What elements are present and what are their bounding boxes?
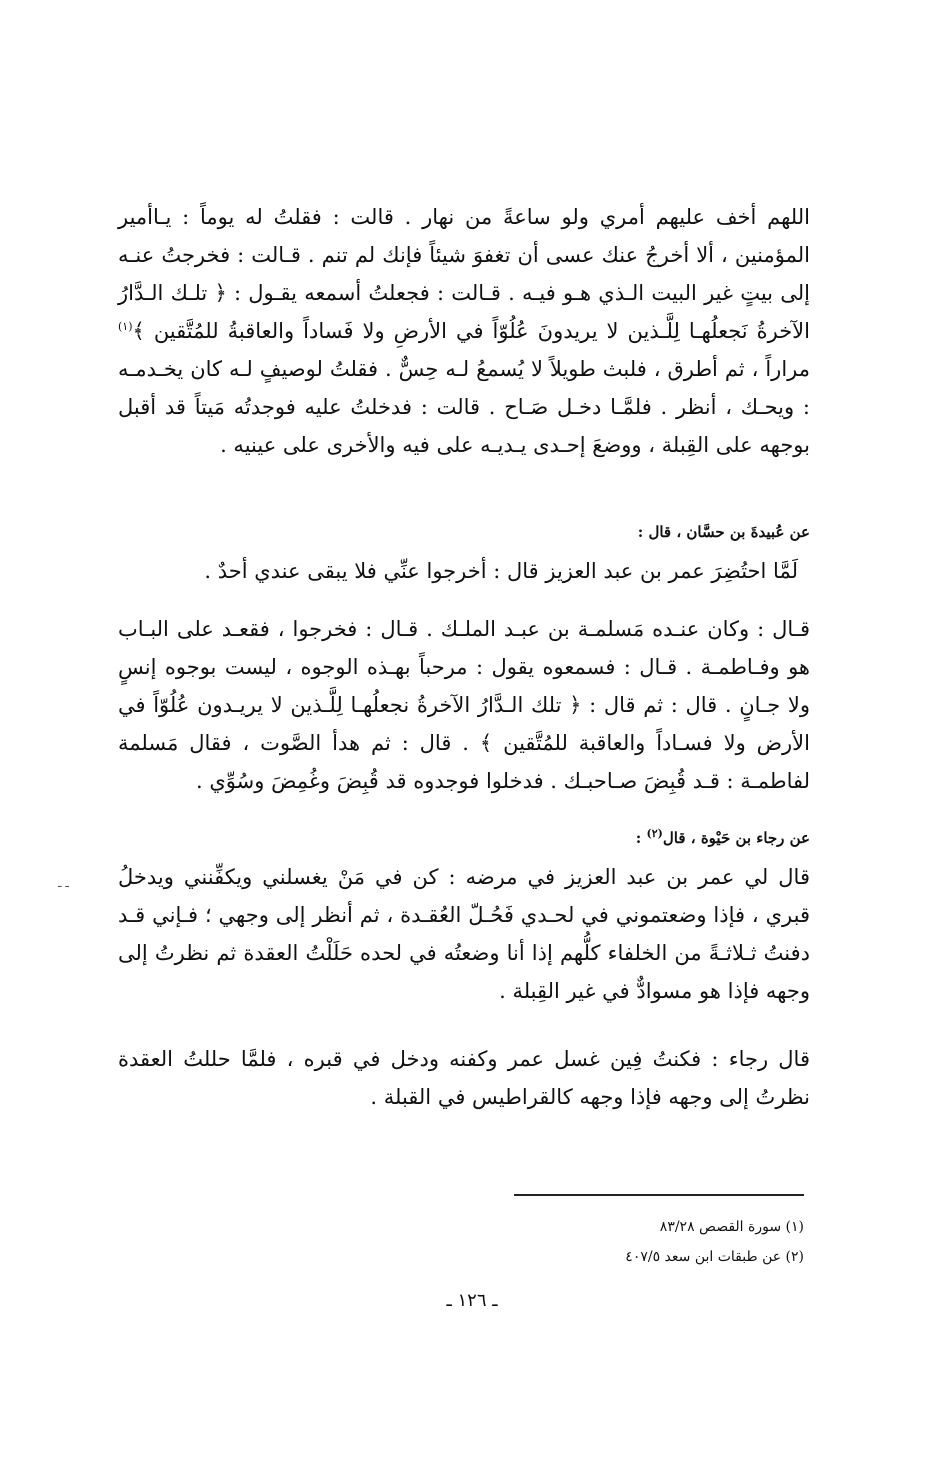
footnotes	[514, 1212, 804, 1272]
paragraph-3: قـال : وكان عنـده مَسلمـة بن عبـد الملـك . قـال : فخرجوا ، فقعـد على البـاب هو وفـاطمـة . قـال : فسمعوه يقول : مرحباً بهـذه الوجوه ، ليست بوجوه إنسٍ ولا جـانٍ . قال : ثم قال : ﴿ تلك الـدَّارُ الآخرةُ نجعلُهـا لِلَّـذين لا يريـدون عُلُوّاً في الأرض ولا فسـاداً والعاقبة للمُتَّقين ﴾ . قال : ثم هدأ الصَّوت ، فقال مَسلمة لفاطمـة : قـد قُبِضَ صـاحبـك . فدخلوا فوجدوه قد قُبِضَ وغُمِضَ وسُوِّي .	[118, 617, 810, 793]
margin-mark: ـ ـ	[58, 876, 69, 890]
footnote-2: (٢) عن طبقات ابن سعد ٤٠٧/٥	[625, 1249, 804, 1265]
paragraph-5-block	[118, 1040, 810, 1116]
paragraph-3-block	[118, 610, 810, 800]
opening-paragraph	[118, 198, 810, 464]
source-heading-2-block	[118, 826, 810, 850]
source-heading-2	[118, 826, 810, 850]
quote-1-block	[118, 552, 810, 590]
page-number: ـ ١٢٦ ـ	[446, 1290, 498, 1311]
source-heading-1: عن عُبيدةَ بن حسَّان ، قال :	[637, 523, 810, 541]
source-heading-2-text: عن رجاء بن حَيْوة ، قال	[662, 829, 810, 847]
paragraph-1-part-b: مراراً ، ثم أطرق ، فلبث طويلاً لا يُسمعُ لـه حِسٌّ . فقلتُ لوصيفٍ لـه كان يخـدمـه : ويحـك ، أنظر . فلمَّـا دخـل صَـاح . قالت : فدخلتُ عليه فوجدتُه مَيتاً قد أقبل بوجهه على القِبلة ، ووضعَ إحـدى يـديـه على فيه والأخرى على عينيه .	[118, 357, 810, 457]
footnote-marker-1: (١)	[118, 320, 133, 333]
paragraph-1-part-a: اللهم أخف عليهم أمري ولو ساعةً من نهار . قالت : فقلتُ له يوماً : يـاأمير المؤمنين ، ألا أخرجُ عنك عسى أن تغفوَ شيئاً فإنك لم تنم . قـالت : فخرجتُ عنـه إلى بيتٍ غير البيت الـذي هـو فيـه . قـالت : فجعلتُ أسمعه يقـول : ﴿ تلـك الـدَّارُ الآخرةُ نَجعلُهـا لِلَّـذين لا يريدونَ عُلُوّاً في الأرضِ ولا فَساداً والعاقبةُ للمُتَّقين ﴾	[118, 205, 810, 343]
source-heading-2-suffix: :	[635, 829, 647, 847]
paragraph-5: قال رجاء : فكنتُ فِين غسل عمر وكفنه ودخل في قبره ، فلمَّا حللتُ العقدة نظرتُ إلى وجهه فإذا وجهه كالقراطيس في القبلة .	[118, 1047, 810, 1109]
source-heading-1-block	[118, 520, 810, 544]
paragraph-1	[118, 198, 810, 464]
footnote-divider	[514, 1194, 804, 1196]
paragraph-4-block	[118, 858, 810, 1010]
paragraph-4: قال لي عمر بن عبد العزيز في مرضه : كن في مَنْ يغسلني ويكفِّنني ويدخلُ قبري ، فإذا وضعتموني في لحـدي فَحُـلّ العُقـدة ، ثم أنظر إلى وجهي ؛ فـإني قـد دفنتُ ثـلاثـةً من الخلفاء كلُّهم إذا أنا وضعتُه في لحده حَلَلْتُ العقدة ثم نظرتُ إلى وجهه فإذا هو مسوادٌّ في غير القِبلة .	[118, 865, 810, 1003]
footnote-marker-2: (٢)	[646, 827, 663, 840]
quote-1: لَمَّا احتُضِرَ عمر بن عبد العزيز قال : أخرجوا عنِّي فلا يبقى عندي أحدٌ .	[204, 559, 798, 583]
footnote-1: (١) سورة القصص ٨٣/٢٨	[659, 1219, 804, 1235]
